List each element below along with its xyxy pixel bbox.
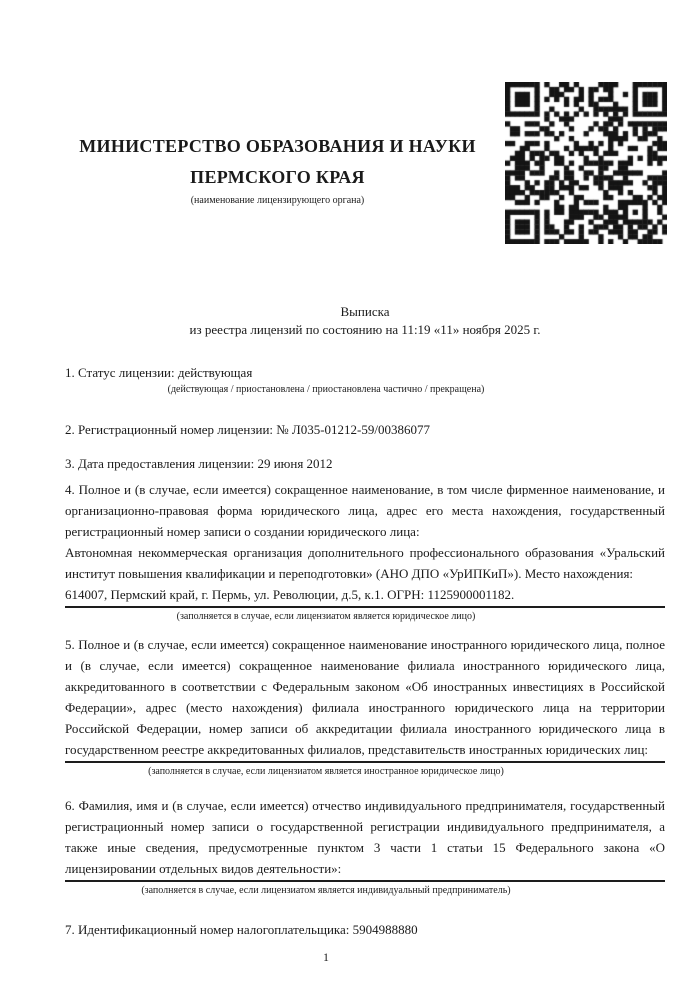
qr-code-icon xyxy=(505,82,667,244)
foreign-entity-fill-line xyxy=(65,761,665,763)
item-taxpayer-number: 7. Идентификационный номер налогоплательщика: 5904988880 xyxy=(65,922,418,937)
item-legal-entity-label: 4. Полное и (в случае, если имеется) сокращенное наименование, в том числе фирменное наименование, и организационно-правовая форма юридического лица, адрес его места нахождения, государственный регистрационный номер записи о создании юридического лица: xyxy=(65,482,665,539)
item-registration-number: 2. Регистрационный номер лицензии: № Л035-01212-59/00386077 xyxy=(65,422,431,437)
item-foreign-entity-label: 5. Полное и (в случае, если имеется) сокращенное наименование иностранного юридического лица, полное и (в случае, если имеется) сокращенное наименование филиала иностранного юридического лица, аккредитованного в соответствии с Федеральным законом «Об иностранных инвестициях в Российской Федерации», адрес (место нахождения) филиала иностранного юридического лица на территории Российской Федерации, номер записи об аккредитации филиала иностранного юридического лица в государственном реестре аккредитованных филиалов, представительств иностранных юридических лиц: xyxy=(65,637,665,757)
licensing-authority-caption: (наименование лицензирующего органа) xyxy=(190,195,365,206)
page-number: 1 xyxy=(323,950,329,964)
entrepreneur-fill-line xyxy=(65,880,665,882)
item-entrepreneur-label: 6. Фамилия, имя и (в случае, если имеется) отчество индивидуального предпринимателя, государственный регистрационный номер записи о государственной регистрации индивидуального предпринимателя, а также иные сведения, предусмотренные пунктом 3 части 1 статьи 15 Федерального закона «О лицензировании отдельных видов деятельности»: xyxy=(65,798,665,876)
item-legal-entity-value: Автономная некоммерческая организация дополнительного профессионального образования «Уральский институт повышения квалификации и переподготовки» (АНО ДПО «УрИПКиП»). Место нахождения: xyxy=(65,545,665,581)
item-foreign-entity-caption: (заполняется в случае, если лицензиатом является иностранное юридическое лицо) xyxy=(148,766,504,777)
item-grant-date: 3. Дата предоставления лицензии: 29 июня 2012 xyxy=(65,456,333,471)
document-subtitle: из реестра лицензий по состоянию на 11:19 «11» ноября 2025 г. xyxy=(189,322,541,337)
item-legal-entity-caption: (заполняется в случае, если лицензиатом является юридическое лицо) xyxy=(176,611,476,622)
ministry-name-line2: ПЕРМСКОГО КРАЯ xyxy=(190,167,365,187)
item-license-status: 1. Статус лицензии: действующая xyxy=(65,365,253,380)
item-entrepreneur-caption: (заполняется в случае, если лицензиатом является индивидуальный предприниматель) xyxy=(141,885,511,896)
document-title: Выписка xyxy=(340,304,390,319)
item-license-status-caption: (действующая / приостановлена / приостановлена частично / прекращена) xyxy=(167,384,485,395)
licensing-authority-header xyxy=(65,131,490,208)
document-body xyxy=(65,362,665,965)
ministry-name-line1: МИНИСТЕРСТВО ОБРАЗОВАНИЯ И НАУКИ xyxy=(79,136,476,156)
qr-code-canvas xyxy=(505,82,667,244)
document-title-block xyxy=(65,303,665,339)
item-legal-entity-value-last-line: 614007, Пермский край, г. Пермь, ул. Революции, д.5, к.1. ОГРН: 1125900001182. xyxy=(65,584,665,608)
